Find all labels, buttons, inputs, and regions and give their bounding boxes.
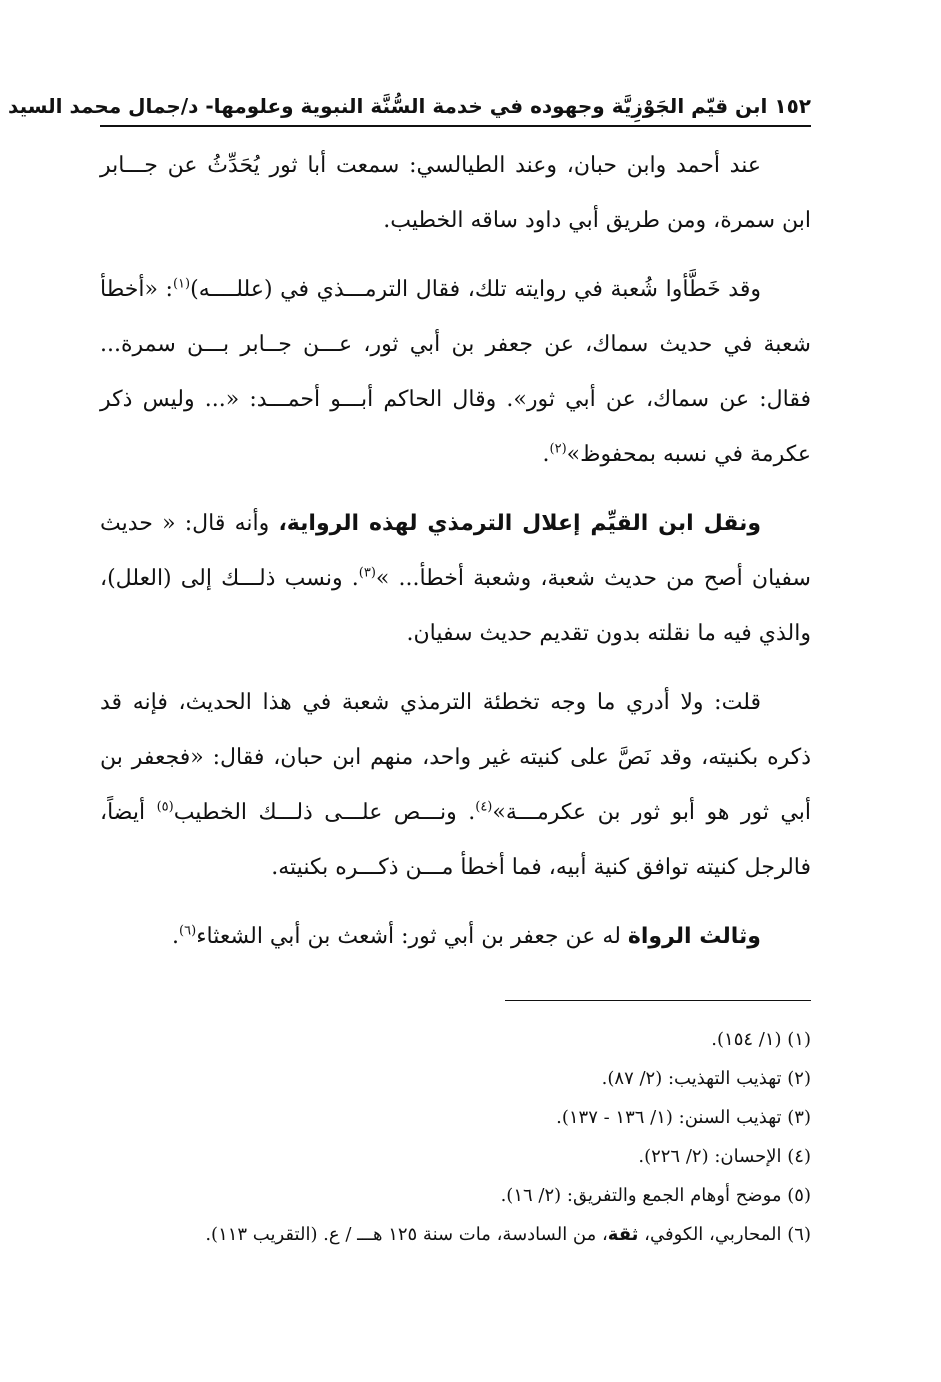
footnotes [100,1020,811,1254]
footnote-text: تهذيب السنن: (١/ ١٣٦ - ١٣٧). [556,1107,788,1128]
text-segment: له عن جعفر بن أبي ثور: أشعث بن أبي الشعثاء [196,924,628,949]
footnote-ref-1[interactable]: (١) [172,276,191,292]
footnote-divider [505,1000,811,1001]
text-segment: قلت: ولا أدري ما وجه تخطئة الترمذي شعبة في هذا الحديث، فإنه قد ذكره بكنيته، وقد نَصَّ على كنيته غير واحد، منهم ابن حبان، فقال: «فجعفر بن أبي ثور هو أبو ثور بن عكرمـــة» [100,690,812,825]
bold-lead: وثالث الرواة [627,924,761,949]
footnote-ref-5[interactable]: (٥) [156,799,174,815]
footnote-text: (١/ ١٥٤). [711,1029,788,1050]
footnote-text: موضح أوهام الجمع والتفريق: (٢/ ١٦). [500,1185,788,1206]
footnote-ref-4[interactable]: (٤) [475,799,493,815]
footnote-text: المحاربي، الكوفي، [638,1224,788,1245]
paragraph-2 [100,262,811,482]
main-text [100,138,811,964]
running-header: ١٥٢ ابن قيّم الجَوْزِيَّة وجهوده في خدمة السُّنَّة النبوية وعلومها- د/جمال محمد السيد [8,94,811,118]
footnote-3 [100,1098,811,1137]
paragraph-3 [100,496,811,661]
footnote-6 [100,1215,811,1254]
text-segment: . ونـــص علـــى ذلـــك الخطيب [173,800,476,825]
footnote-number: (٦) [787,1224,811,1245]
text-segment: . ونسب ذلـــك إلى (العلل)، والذي فيه ما نقلته بدون تقديم حديث سفيان. [100,566,811,646]
footnote-bold-grade: ثقة [607,1224,639,1245]
text-segment: : «أخطأ شعبة في حديث سماك، عن جعفر بن أبي ثور، عـــن جــابر بـــن سمرة... فقال: عن سماك، عن أبي ثور». وقال الحاكم أبـــو أحمـــد: «... وليس ذكر عكرمة في نسبه بمحفوظ» [100,277,811,467]
footnote-number: (٣) [787,1107,811,1128]
footnote-number: (١) [787,1029,811,1050]
paragraph-4 [100,675,811,895]
footnote-number: (٤) [787,1146,811,1167]
footnote-number: (٥) [787,1185,811,1206]
footnote-2 [100,1059,811,1098]
header-divider [100,125,811,127]
paragraph-5 [100,909,811,964]
text-segment: . [542,442,550,467]
text-segment: وقد خَطَّأوا شُعبة في روايته تلك، فقال الترمـــذي في (عللــــه) [190,277,761,302]
text-segment: وأنه قال: « حديث سفيان أصح من حديث شعبة، وشعبة أخطأ... » [100,511,811,591]
bold-lead: ونقل ابن القيِّم إعلال الترمذي لهذه الرواية، [278,511,762,536]
footnote-ref-3[interactable]: (٣) [358,565,376,581]
footnote-text: الإحسان: (٢/ ٢٢٦). [638,1146,788,1167]
footnote-text: ، من السادسة، مات سنة ١٢٥ هـــ / ع. (التقريب ١١٣). [205,1224,608,1245]
paragraph-1 [100,138,811,248]
text-segment: عند أحمد وابن حبان، وعند الطيالسي: سمعت أبا ثور يُحَدِّثُ عن جـــابر ابن سمرة، ومن طريق أبي داود ساقه الخطيب. [100,153,811,233]
footnote-text: تهذيب التهذيب: (٢/ ٨٧). [601,1068,788,1089]
footnote-ref-2[interactable]: (٢) [549,441,567,457]
footnote-ref-6[interactable]: (٦) [179,923,197,939]
footnote-number: (٢) [787,1068,811,1089]
footnote-5 [100,1176,811,1215]
footnote-4 [100,1137,811,1176]
text-segment: . [172,924,180,949]
footnote-1 [100,1020,811,1059]
text-segment: أيضاً، فالرجل كنيته توافق كنية أبيه، فما أخطأ مـــن ذكـــره بكنيته. [100,800,811,880]
